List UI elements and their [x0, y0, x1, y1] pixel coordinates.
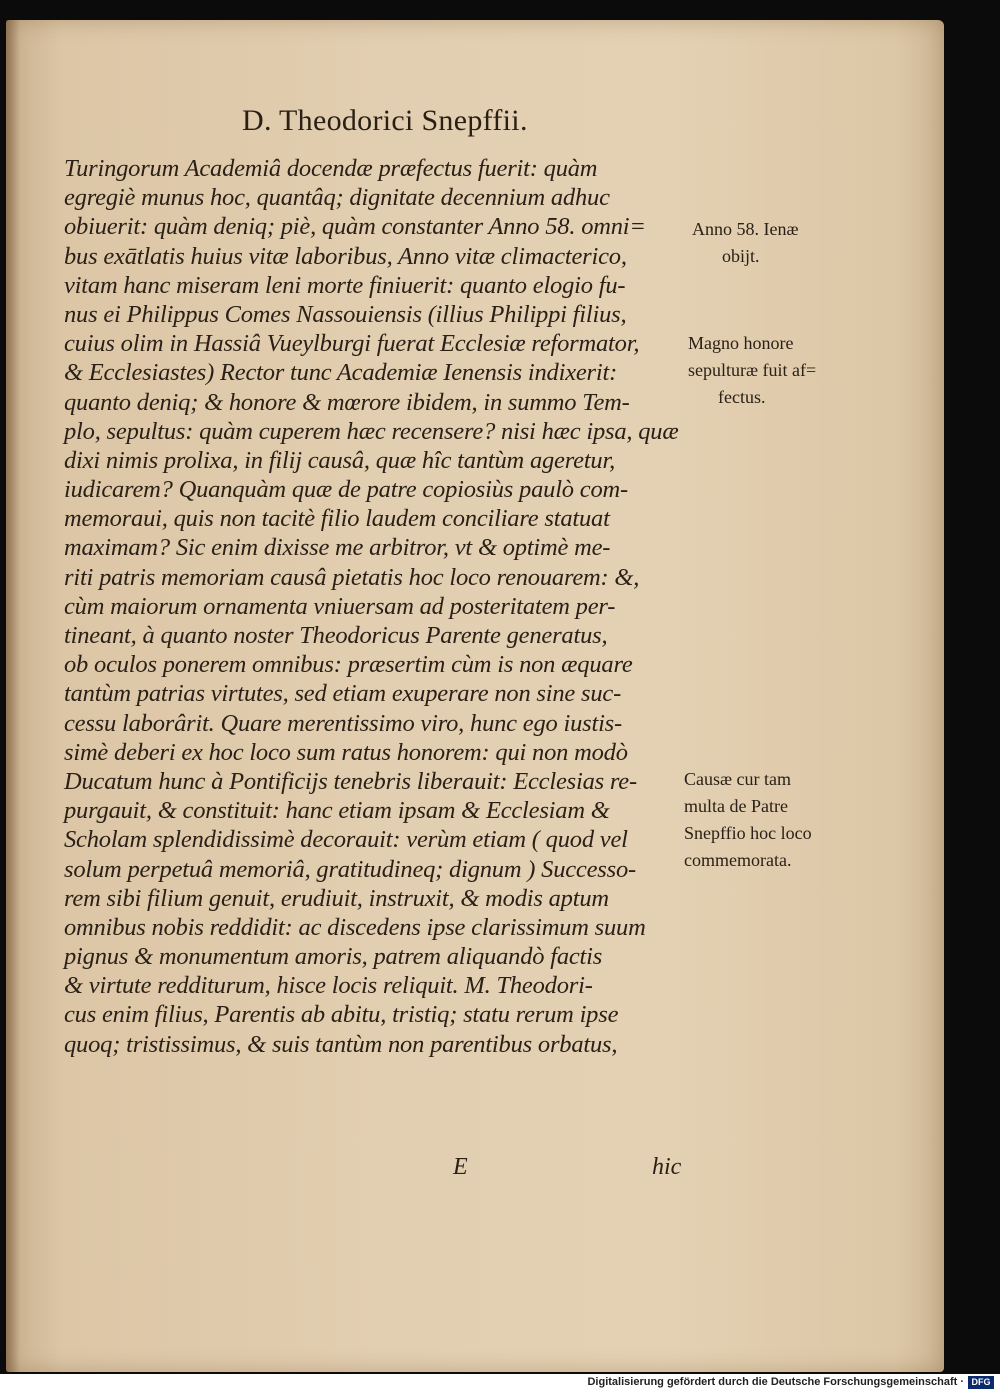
margin-note-1 — [692, 216, 799, 270]
margin-note-line: Magno honore — [688, 333, 794, 353]
text-line: Turingorum Academiâ docendæ præfectus fuerit: quàm — [64, 155, 598, 182]
text-line: Ducatum hunc à Pontificijs tenebris liberauit: Ecclesias re- — [64, 767, 637, 795]
text-line: quanto deniq; & honore & mœrore ibidem, in summo Tem- — [64, 388, 630, 416]
text-line: obiuerit: quàm deniq; piè, quàm constanter Anno 58. omni= — [64, 213, 646, 241]
margin-note-line: sepulturæ fuit af= — [688, 360, 817, 380]
text-line: plo, sepultus: quàm cuperem hæc recensere? nisi hæc ipsa, quæ — [64, 417, 679, 445]
running-header: D. Theodorici Snepffii. — [242, 104, 528, 137]
margin-note-line: commemorata. — [684, 850, 792, 870]
catchword: hic — [652, 1154, 682, 1180]
margin-note-3 — [684, 766, 812, 874]
text-line: simè deberi ex hoc loco sum ratus honorem: qui non modò — [64, 738, 628, 766]
text-line: & Ecclesiastes) Rector tunc Academiæ Ienensis indixerit: — [64, 359, 618, 387]
text-line: & virtute redditurum, hisce locis reliquit. M. Theodori- — [64, 972, 593, 1000]
margin-note-line: obijt. — [722, 246, 760, 266]
margin-note-line: Snepffio hoc loco — [684, 823, 812, 843]
text-line: solum perpetuâ memoriâ, gratitudineq; dignum ) Successo- — [64, 855, 636, 883]
text-line: dixi nimis prolixa, in filij causâ, quæ hîc tantùm ageretur, — [64, 446, 616, 474]
text-line: rem sibi filium genuit, erudiuit, instruxit, & modis aptum — [64, 884, 609, 912]
signature-mark: E — [453, 1154, 468, 1180]
text-line: vitam hanc miseram leni morte finiuerit: quanto elogio fu- — [64, 271, 626, 299]
margin-note-2 — [688, 330, 816, 411]
text-line: cus enim filius, Parentis ab abitu, tristiq; statu rerum ipse — [64, 1001, 619, 1029]
text-line: riti patris memoriam causâ pietatis hoc loco renouarem: &, — [64, 563, 640, 591]
text-line: Scholam splendidissimè decorauit: verùm etiam ( quod vel — [64, 826, 628, 854]
text-line: purgauit, & constituit: hanc etiam ipsam & Ecclesiam & — [64, 797, 610, 825]
text-line: iudicarem? Quanquàm quæ de patre copiosiùs paulò com- — [64, 476, 628, 504]
footer-bar — [0, 1374, 1000, 1392]
text-line: maximam? Sic enim dixisse me arbitror, vt & optimè me- — [64, 534, 611, 562]
text-line: cùm maiorum ornamenta vniuersam ad posteritatem per- — [64, 592, 616, 620]
margin-note-line: fectus. — [718, 387, 766, 407]
margin-note-line: Causæ cur tam — [684, 769, 791, 789]
text-line: bus exātlatis huius vitæ laboribus, Anno vitæ climacterico, — [64, 242, 627, 270]
text-line: tineant, à quanto noster Theodoricus Parente generatus, — [64, 622, 608, 649]
text-line: tantùm patrias virtutes, sed etiam exuperare non sine suc- — [64, 680, 622, 708]
body-text — [64, 154, 704, 1059]
text-line: egregiè munus hoc, quantâq; dignitate decennium adhuc — [64, 184, 610, 212]
text-line: quoq; tristissimus, & suis tantùm non parentibus orbatus, — [64, 1030, 618, 1058]
text-line: cuius olim in Hassiâ Vueylburgi fuerat Ecclesiæ reformator, — [64, 330, 640, 358]
text-line: memoraui, quis non tacitè filio laudem conciliare statuat — [64, 505, 610, 533]
text-line: nus ei Philippus Comes Nassouiensis (illius Philippi filius, — [64, 300, 627, 328]
margin-note-line: multa de Patre — [684, 796, 788, 816]
dfg-logo: DFG — [968, 1376, 994, 1389]
text-line: pignus & monumentum amoris, patrem aliquandò factis — [64, 943, 603, 971]
text-line: ob oculos ponerem omnibus: præsertim cùm is non æquare — [64, 651, 633, 679]
text-line: omnibus nobis reddidit: ac discedens ipse clarissimum suum — [64, 913, 646, 941]
footer-credit: Digitalisierung gefördert durch die Deutsche Forschungsgemeinschaft · — [587, 1376, 964, 1388]
book-page — [6, 20, 944, 1372]
margin-note-line: Anno 58. Ienæ — [692, 219, 799, 239]
text-line: cessu laborârit. Quare merentissimo viro, hunc ego iustis- — [64, 709, 622, 737]
